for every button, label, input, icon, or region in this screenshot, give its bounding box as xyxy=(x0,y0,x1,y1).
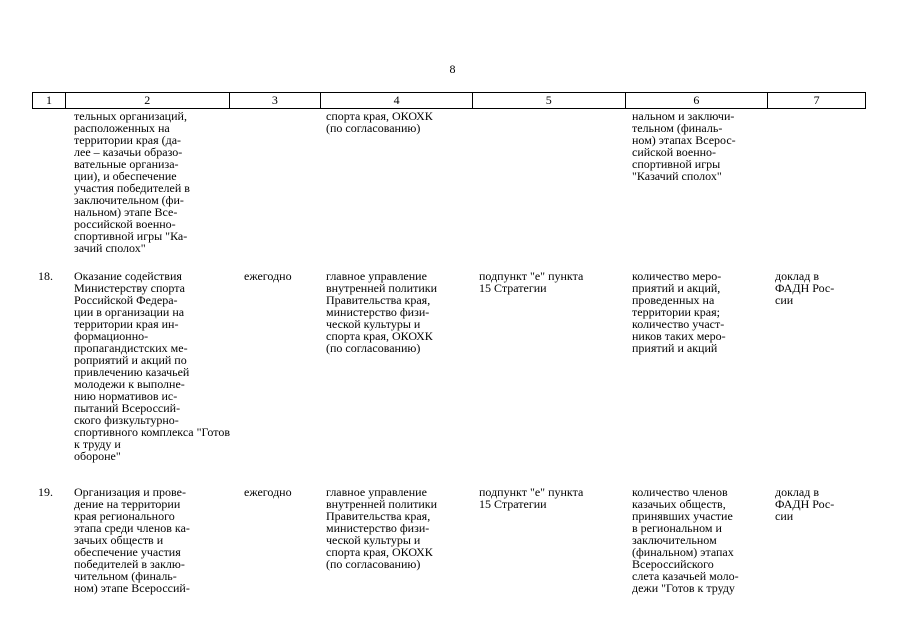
column-header-2: 2 xyxy=(66,93,230,108)
row-19-number: 19. xyxy=(38,485,53,499)
row-18-report: доклад в ФАДН Рос- сии xyxy=(775,269,835,307)
row-18-number: 18. xyxy=(38,269,53,283)
column-header-3: 3 xyxy=(230,93,322,108)
row-18-basis: подпункт "е" пункта 15 Стратегии xyxy=(479,269,584,295)
continuation-col4: спорта края, ОКОХК (по согласованию) xyxy=(326,109,433,135)
column-header-5: 5 xyxy=(473,93,626,108)
column-header-6: 6 xyxy=(626,93,769,108)
table-header-row xyxy=(32,92,866,109)
row-18-indicators: количество меро- приятий и акций, проведенных на территории края; количество участ- ников таких меро- приятий и акций xyxy=(632,269,726,355)
row-19-description: Организация и прове- дение на территории края регионального этапа среди членов ка- зачьих обществ и обеспечение участия победителей в заклю- чительном (финаль- ном) этапе Всероссий- xyxy=(74,485,190,595)
continuation-col2: тельных организаций, расположенных на территории края (да- лее – казачьи образо- вательные организа- ции), и обеспечение участия победителей в заключительном (фи- нальном) этапе Все- российской военно- спортивной игры "Ка- зачий сполох" xyxy=(74,109,190,255)
row-19-basis: подпункт "е" пункта 15 Стратегии xyxy=(479,485,584,511)
continuation-col6: нальном и заключи- тельном (финаль- ном) этапах Всерос- сийской военно- спортивной игры "Казачий сполох" xyxy=(632,109,736,183)
page-number: 8 xyxy=(449,62,456,76)
row-19-report: доклад в ФАДН Рос- сии xyxy=(775,485,835,523)
row-18-responsible: главное управление внутренней политики Правительства края, министерство физи- ческой культуры и спорта края, ОКОХК (по согласованию) xyxy=(326,269,437,355)
row-19-deadline: ежегодно xyxy=(244,485,292,499)
row-19-responsible: главное управление внутренней политики Правительства края, министерство физи- ческой культуры и спорта края, ОКОХК (по согласованию) xyxy=(326,485,437,571)
column-header-1: 1 xyxy=(33,93,66,108)
row-19-indicators: количество членов казачьих обществ, принявших участие в региональном и заключительном (финальном) этапах Всероссийского слета казачьей моло- дежи "Готов к труду xyxy=(632,485,739,595)
row-18-deadline: ежегодно xyxy=(244,269,292,283)
column-header-4: 4 xyxy=(321,93,473,108)
row-18-description: Оказание содействия Министерству спорта Российской Федера- ции в организации на территории края ин- формационно- пропагандистских ме- роприятий и акций по привлечению казачьей молодежи к выполне- нию нормативов ис- пытаний Всероссий- ского физкультурно- спортивного комплекса "Готов к труду и обороне" xyxy=(74,269,230,463)
column-header-7: 7 xyxy=(813,93,820,107)
